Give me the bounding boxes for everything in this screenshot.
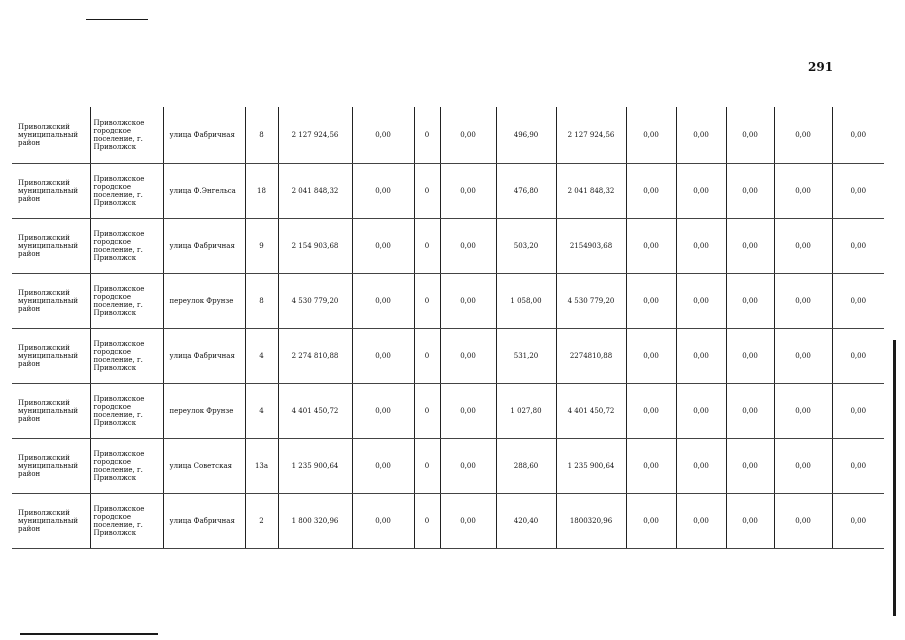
amount-cell: 2 154 903,68: [278, 219, 352, 274]
settlement-cell: Приволжское городское поселение, г. Приволжск: [90, 439, 163, 494]
table-row: [12, 107, 884, 164]
district-cell: Приволжский муниципальный район: [12, 494, 90, 549]
amount-cell: 0,00: [352, 219, 414, 274]
amount-cell: 1 235 900,64: [556, 439, 626, 494]
amount-cell: 2274810,88: [556, 329, 626, 384]
area-cell: 1 027,80: [496, 384, 556, 439]
amount-cell: 0,00: [352, 439, 414, 494]
scan-rule-right: [893, 340, 896, 616]
amount-cell: 2 041 848,32: [556, 164, 626, 219]
amount-cell: 0,00: [726, 439, 774, 494]
page-number: 291: [808, 60, 834, 74]
settlement-cell: Приволжское городское поселение, г. Приволжск: [90, 107, 163, 164]
amount-cell: 0,00: [676, 107, 726, 164]
settlement-cell: Приволжское городское поселение, г. Приволжск: [90, 494, 163, 549]
count-cell: 0: [414, 384, 440, 439]
settlement-cell: Приволжское городское поселение, г. Приволжск: [90, 384, 163, 439]
amount-cell: 0,00: [676, 384, 726, 439]
settlement-cell: Приволжское городское поселение, г. Приволжск: [90, 274, 163, 329]
ledger-body: [12, 107, 884, 549]
table-row: [12, 274, 884, 329]
amount-cell: 0,00: [440, 384, 496, 439]
amount-cell: 0,00: [626, 219, 676, 274]
street-cell: улица Советская: [163, 439, 245, 494]
street-cell: улица Ф.Энгельса: [163, 164, 245, 219]
amount-cell: 0,00: [626, 439, 676, 494]
house-number-cell: 9: [245, 219, 278, 274]
count-cell: 0: [414, 219, 440, 274]
table-row: [12, 494, 884, 549]
area-cell: 476,80: [496, 164, 556, 219]
district-cell: Приволжский муниципальный район: [12, 329, 90, 384]
scan-rule-top: [86, 19, 148, 20]
amount-cell: 0,00: [676, 329, 726, 384]
amount-cell: 0,00: [774, 274, 832, 329]
street-cell: переулок Фрунзе: [163, 384, 245, 439]
house-number-cell: 18: [245, 164, 278, 219]
amount-cell: 0,00: [774, 494, 832, 549]
table-row: [12, 219, 884, 274]
amount-cell: 0,00: [832, 384, 884, 439]
amount-cell: 0,00: [832, 164, 884, 219]
amount-cell: 1800320,96: [556, 494, 626, 549]
amount-cell: 0,00: [832, 439, 884, 494]
amount-cell: 0,00: [774, 439, 832, 494]
house-number-cell: 2: [245, 494, 278, 549]
count-cell: 0: [414, 107, 440, 164]
area-cell: 503,20: [496, 219, 556, 274]
district-cell: Приволжский муниципальный район: [12, 274, 90, 329]
amount-cell: 0,00: [726, 329, 774, 384]
amount-cell: 0,00: [352, 274, 414, 329]
amount-cell: 0,00: [352, 107, 414, 164]
table-row: [12, 439, 884, 494]
amount-cell: 0,00: [440, 329, 496, 384]
street-cell: улица Фабричная: [163, 494, 245, 549]
amount-cell: 0,00: [440, 494, 496, 549]
count-cell: 0: [414, 274, 440, 329]
house-number-cell: 8: [245, 274, 278, 329]
amount-cell: 2 274 810,88: [278, 329, 352, 384]
amount-cell: 0,00: [440, 164, 496, 219]
amount-cell: 0,00: [626, 329, 676, 384]
amount-cell: 0,00: [352, 384, 414, 439]
amount-cell: 0,00: [440, 219, 496, 274]
street-cell: улица Фабричная: [163, 219, 245, 274]
amount-cell: 0,00: [676, 274, 726, 329]
amount-cell: 0,00: [726, 274, 774, 329]
amount-cell: 0,00: [726, 164, 774, 219]
amount-cell: 0,00: [832, 219, 884, 274]
amount-cell: 2154903,68: [556, 219, 626, 274]
settlement-cell: Приволжское городское поселение, г. Приволжск: [90, 164, 163, 219]
amount-cell: 0,00: [626, 164, 676, 219]
amount-cell: 1 800 320,96: [278, 494, 352, 549]
amount-cell: 0,00: [832, 494, 884, 549]
amount-cell: 0,00: [774, 107, 832, 164]
house-number-cell: 13а: [245, 439, 278, 494]
amount-cell: 4 530 779,20: [278, 274, 352, 329]
street-cell: переулок Фрунзе: [163, 274, 245, 329]
district-cell: Приволжский муниципальный район: [12, 439, 90, 494]
amount-cell: 0,00: [352, 494, 414, 549]
amount-cell: 0,00: [726, 107, 774, 164]
table-row: [12, 329, 884, 384]
amount-cell: 0,00: [726, 494, 774, 549]
house-number-cell: 4: [245, 329, 278, 384]
district-cell: Приволжский муниципальный район: [12, 164, 90, 219]
amount-cell: 4 401 450,72: [556, 384, 626, 439]
settlement-cell: Приволжское городское поселение, г. Приволжск: [90, 219, 163, 274]
amount-cell: 0,00: [832, 329, 884, 384]
amount-cell: 0,00: [676, 494, 726, 549]
settlement-cell: Приволжское городское поселение, г. Приволжск: [90, 329, 163, 384]
amount-cell: 2 127 924,56: [278, 107, 352, 164]
amount-cell: 0,00: [352, 329, 414, 384]
amount-cell: 0,00: [626, 384, 676, 439]
count-cell: 0: [414, 494, 440, 549]
area-cell: 1 058,00: [496, 274, 556, 329]
amount-cell: 0,00: [440, 107, 496, 164]
amount-cell: 0,00: [676, 219, 726, 274]
ledger-table: [12, 107, 884, 549]
amount-cell: 0,00: [676, 439, 726, 494]
scan-rule-bottom: [20, 633, 158, 635]
district-cell: Приволжский муниципальный район: [12, 219, 90, 274]
district-cell: Приволжский муниципальный район: [12, 384, 90, 439]
house-number-cell: 4: [245, 384, 278, 439]
amount-cell: 4 401 450,72: [278, 384, 352, 439]
count-cell: 0: [414, 164, 440, 219]
amount-cell: 0,00: [774, 329, 832, 384]
amount-cell: 2 041 848,32: [278, 164, 352, 219]
amount-cell: 2 127 924,56: [556, 107, 626, 164]
amount-cell: 0,00: [832, 107, 884, 164]
amount-cell: 0,00: [832, 274, 884, 329]
amount-cell: 0,00: [626, 274, 676, 329]
street-cell: улица Фабричная: [163, 107, 245, 164]
amount-cell: 0,00: [440, 439, 496, 494]
amount-cell: 0,00: [676, 164, 726, 219]
amount-cell: 4 530 779,20: [556, 274, 626, 329]
amount-cell: 0,00: [774, 384, 832, 439]
count-cell: 0: [414, 439, 440, 494]
amount-cell: 0,00: [774, 219, 832, 274]
count-cell: 0: [414, 329, 440, 384]
area-cell: 496,90: [496, 107, 556, 164]
amount-cell: 1 235 900,64: [278, 439, 352, 494]
area-cell: 420,40: [496, 494, 556, 549]
amount-cell: 0,00: [626, 494, 676, 549]
table-row: [12, 384, 884, 439]
house-number-cell: 8: [245, 107, 278, 164]
amount-cell: 0,00: [352, 164, 414, 219]
amount-cell: 0,00: [774, 164, 832, 219]
table-row: [12, 164, 884, 219]
area-cell: 531,20: [496, 329, 556, 384]
street-cell: улица Фабричная: [163, 329, 245, 384]
amount-cell: 0,00: [626, 107, 676, 164]
amount-cell: 0,00: [440, 274, 496, 329]
district-cell: Приволжский муниципальный район: [12, 107, 90, 164]
amount-cell: 0,00: [726, 219, 774, 274]
area-cell: 288,60: [496, 439, 556, 494]
amount-cell: 0,00: [726, 384, 774, 439]
